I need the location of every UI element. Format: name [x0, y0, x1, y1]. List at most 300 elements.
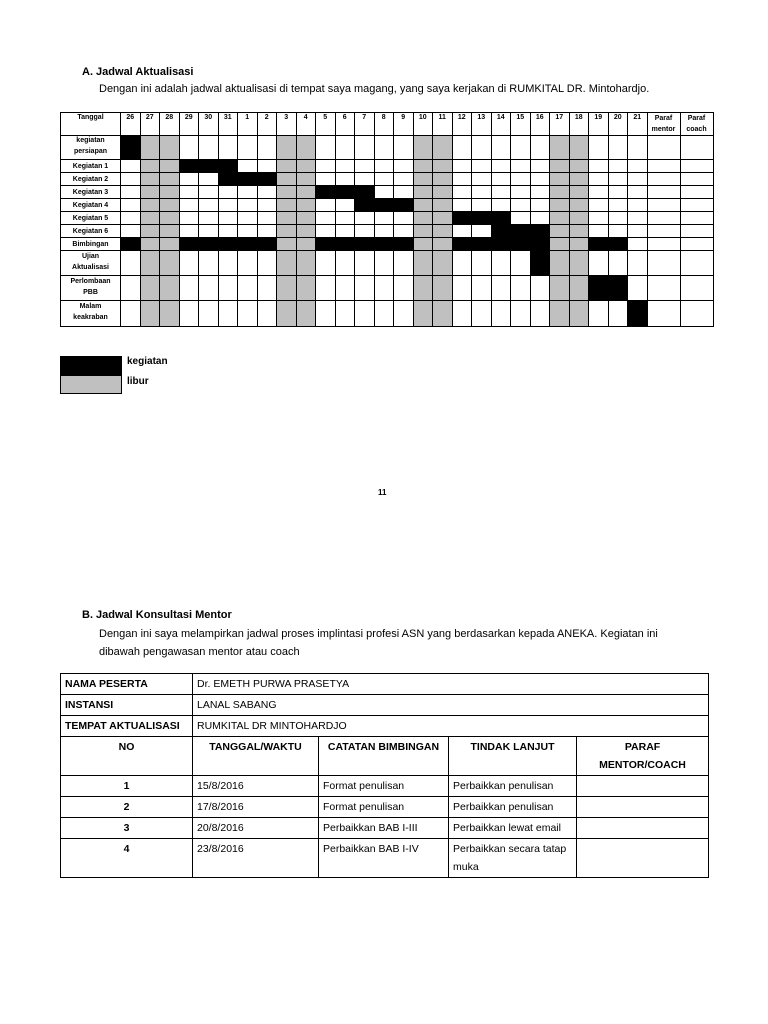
gantt-cell [452, 136, 472, 160]
gantt-cell [491, 225, 511, 238]
gantt-paraf-cell [647, 301, 680, 327]
gantt-cell [394, 251, 414, 276]
gantt-cell [140, 276, 160, 301]
gantt-cell [121, 173, 141, 186]
gantt-paraf-header-line: mentor [651, 126, 676, 133]
gantt-row [61, 136, 714, 160]
gantt-cell [511, 251, 531, 276]
gantt-paraf-cell [680, 199, 713, 212]
gantt-cell [628, 173, 648, 186]
gantt-cell [296, 225, 316, 238]
row-no: 4 [61, 839, 193, 878]
gantt-cell [394, 301, 414, 327]
gantt-cell [257, 173, 277, 186]
gantt-cell [257, 186, 277, 199]
gantt-cell [355, 301, 375, 327]
gantt-cell [491, 136, 511, 160]
gantt-paraf-cell [647, 160, 680, 173]
gantt-cell [413, 301, 433, 327]
gantt-cell [452, 301, 472, 327]
gantt-cell [179, 238, 199, 251]
gantt-row-label [61, 173, 121, 186]
info-value: Dr. EMETH PURWA PRASETYA [193, 674, 709, 695]
gantt-row-label [61, 251, 121, 276]
gantt-cell [296, 276, 316, 301]
gantt-cell [335, 160, 355, 173]
consultation-table [60, 673, 709, 878]
gantt-cell [394, 136, 414, 160]
gantt-row-label-line: Bimbingan [72, 240, 109, 248]
gantt-date-header: 20 [608, 113, 628, 136]
gantt-cell [433, 212, 453, 225]
row-tindak: Perbaikkan lewat email [449, 818, 577, 839]
table-row [61, 776, 709, 797]
gantt-row [61, 276, 714, 301]
gantt-header-tanggal: Tanggal [61, 113, 121, 136]
gantt-cell [218, 276, 238, 301]
gantt-cell [628, 276, 648, 301]
gantt-cell [160, 136, 180, 160]
row-catatan: Format penulisan [319, 797, 449, 818]
gantt-cell [296, 238, 316, 251]
gantt-cell [257, 251, 277, 276]
gantt-cell [296, 173, 316, 186]
gantt-cell [257, 160, 277, 173]
gantt-cell [491, 212, 511, 225]
gantt-cell [433, 173, 453, 186]
gantt-cell [355, 238, 375, 251]
gantt-cell [491, 251, 511, 276]
gantt-cell [628, 186, 648, 199]
gantt-cell [316, 225, 336, 238]
gantt-row-label-line: Kegiatan 6 [72, 227, 109, 235]
gantt-cell [530, 251, 550, 276]
gantt-row-label [61, 238, 121, 251]
gantt-cell [608, 199, 628, 212]
gantt-paraf-cell [680, 212, 713, 225]
row-catatan: Format penulisan [319, 776, 449, 797]
gantt-cell [472, 276, 492, 301]
gantt-cell [550, 238, 570, 251]
gantt-cell [277, 173, 297, 186]
gantt-cell [218, 136, 238, 160]
gantt-cell [218, 225, 238, 238]
gantt-cell [569, 212, 589, 225]
gantt-cell [238, 238, 258, 251]
gantt-cell [199, 160, 219, 173]
gantt-date-header: 13 [472, 113, 492, 136]
gantt-cell [530, 160, 550, 173]
gantt-cell [296, 199, 316, 212]
row-tanggal: 15/8/2016 [193, 776, 319, 797]
gantt-paraf-cell [647, 136, 680, 160]
gantt-row-label-line: Ujian [81, 252, 100, 260]
gantt-cell [316, 251, 336, 276]
gantt-paraf-cell [647, 251, 680, 276]
gantt-paraf-cell [647, 276, 680, 301]
gantt-cell [608, 238, 628, 251]
gantt-cell [218, 251, 238, 276]
header-no: NO [61, 737, 193, 776]
gantt-cell [530, 199, 550, 212]
gantt-paraf-cell [680, 173, 713, 186]
gantt-cell [140, 212, 160, 225]
gantt-cell [589, 136, 609, 160]
gantt-cell [121, 212, 141, 225]
gantt-cell [238, 160, 258, 173]
gantt-cell [121, 199, 141, 212]
gantt-cell [472, 173, 492, 186]
gantt-cell [160, 186, 180, 199]
page-number: 11 [378, 488, 387, 497]
gantt-cell [257, 276, 277, 301]
gantt-paraf-cell [680, 238, 713, 251]
gantt-cell [160, 238, 180, 251]
gantt-cell [296, 136, 316, 160]
gantt-cell [257, 238, 277, 251]
gantt-paraf-header [647, 113, 680, 136]
gantt-cell [316, 173, 336, 186]
gantt-date-header: 12 [452, 113, 472, 136]
gantt-cell [472, 301, 492, 327]
gantt-cell [569, 225, 589, 238]
gantt-row-label-line: Kegiatan 1 [72, 162, 109, 170]
header-paraf: PARAF MENTOR/COACH [577, 737, 709, 776]
gantt-cell [374, 301, 394, 327]
gantt-cell [140, 199, 160, 212]
gantt-cell [316, 238, 336, 251]
gantt-row [61, 186, 714, 199]
gantt-cell [394, 238, 414, 251]
gantt-row [61, 251, 714, 276]
gantt-cell [413, 160, 433, 173]
gantt-cell [218, 186, 238, 199]
gantt-paraf-cell [647, 173, 680, 186]
gantt-cell [374, 276, 394, 301]
gantt-cell [589, 301, 609, 327]
gantt-date-header: 4 [296, 113, 316, 136]
table-row [61, 818, 709, 839]
gantt-cell [277, 225, 297, 238]
gantt-cell [589, 160, 609, 173]
row-tindak: Perbaikkan secara tatap muka [449, 839, 577, 878]
gantt-cell [413, 251, 433, 276]
gantt-cell [491, 276, 511, 301]
gantt-cell [550, 212, 570, 225]
row-paraf [577, 839, 709, 878]
gantt-cell [550, 160, 570, 173]
gantt-paraf-cell [680, 160, 713, 173]
row-tanggal: 23/8/2016 [193, 839, 319, 878]
row-catatan: Perbaikkan BAB I-III [319, 818, 449, 839]
gantt-cell [472, 251, 492, 276]
gantt-cell [413, 212, 433, 225]
gantt-date-header: 21 [628, 113, 648, 136]
gantt-cell [199, 199, 219, 212]
gantt-date-header: 1 [238, 113, 258, 136]
gantt-cell [511, 173, 531, 186]
gantt-cell [413, 199, 433, 212]
gantt-cell [472, 225, 492, 238]
section-a-heading: A. Jadwal Aktualisasi [82, 66, 194, 78]
header-tindak: TINDAK LANJUT [449, 737, 577, 776]
gantt-cell [491, 186, 511, 199]
gantt-cell [628, 301, 648, 327]
gantt-cell [511, 276, 531, 301]
gantt-cell [238, 251, 258, 276]
row-tindak: Perbaikkan penulisan [449, 776, 577, 797]
gantt-cell [550, 199, 570, 212]
gantt-cell [550, 301, 570, 327]
gantt-cell [238, 276, 258, 301]
gantt-cell [121, 251, 141, 276]
gantt-cell [355, 173, 375, 186]
gantt-cell [374, 136, 394, 160]
gantt-cell [160, 276, 180, 301]
gantt-paraf-cell [680, 186, 713, 199]
row-catatan: Perbaikkan BAB I-IV [319, 839, 449, 878]
gantt-cell [218, 173, 238, 186]
gantt-date-header: 3 [277, 113, 297, 136]
gantt-cell [238, 225, 258, 238]
section-a-intro: Dengan ini adalah jadwal aktualisasi di tempat saya magang, yang saya kerjakan di RUMKITAL DR. Mintohardjo. [99, 83, 650, 95]
gantt-cell [257, 212, 277, 225]
gantt-row-label [61, 225, 121, 238]
gantt-cell [277, 212, 297, 225]
gantt-paraf-cell [680, 251, 713, 276]
gantt-date-header: 10 [413, 113, 433, 136]
gantt-cell [491, 160, 511, 173]
gantt-cell [608, 160, 628, 173]
gantt-date-header: 14 [491, 113, 511, 136]
gantt-cell [433, 238, 453, 251]
gantt-cell [277, 160, 297, 173]
gantt-cell [530, 225, 550, 238]
gantt-cell [589, 212, 609, 225]
gantt-paraf-cell [647, 199, 680, 212]
gantt-cell [511, 136, 531, 160]
gantt-paraf-cell [680, 225, 713, 238]
gantt-row-label-line: Kegiatan 2 [72, 175, 109, 183]
gantt-cell [511, 212, 531, 225]
gantt-cell [238, 199, 258, 212]
gantt-cell [589, 251, 609, 276]
info-value: RUMKITAL DR MINTOHARDJO [193, 716, 709, 737]
gantt-cell [179, 225, 199, 238]
header-tanggal: TANGGAL/WAKTU [193, 737, 319, 776]
gantt-cell [316, 186, 336, 199]
gantt-cell [160, 212, 180, 225]
gantt-date-header: 11 [433, 113, 453, 136]
gantt-cell [335, 212, 355, 225]
gantt-cell [335, 199, 355, 212]
gantt-cell [296, 186, 316, 199]
gantt-cell [374, 173, 394, 186]
gantt-cell [452, 160, 472, 173]
gantt-cell [277, 238, 297, 251]
gantt-cell [140, 225, 160, 238]
gantt-row-label-line: Perlombaan [70, 277, 111, 285]
gantt-row [61, 199, 714, 212]
gantt-row-label-line: Kegiatan 4 [72, 201, 109, 209]
gantt-cell [530, 136, 550, 160]
gantt-row [61, 301, 714, 327]
gantt-cell [316, 301, 336, 327]
gantt-cell [218, 212, 238, 225]
gantt-cell [121, 225, 141, 238]
gantt-paraf-cell [680, 301, 713, 327]
gantt-cell [316, 212, 336, 225]
gantt-cell [257, 136, 277, 160]
gantt-cell [160, 199, 180, 212]
gantt-cell [413, 173, 433, 186]
gantt-cell [530, 276, 550, 301]
gantt-cell [199, 212, 219, 225]
gantt-cell [140, 251, 160, 276]
gantt-cell [394, 199, 414, 212]
gantt-cell [569, 238, 589, 251]
gantt-cell [628, 136, 648, 160]
gantt-cell [160, 251, 180, 276]
consult-header-row [61, 737, 709, 776]
gantt-cell [121, 186, 141, 199]
gantt-cell [199, 276, 219, 301]
gantt-row-label-line: Kegiatan 5 [72, 214, 109, 222]
gantt-date-header: 5 [316, 113, 336, 136]
gantt-cell [569, 136, 589, 160]
gantt-cell [394, 276, 414, 301]
table-row [61, 797, 709, 818]
gantt-cell [452, 238, 472, 251]
gantt-cell [491, 199, 511, 212]
gantt-cell [452, 173, 472, 186]
gantt-cell [316, 276, 336, 301]
gantt-date-header: 16 [530, 113, 550, 136]
gantt-cell [530, 212, 550, 225]
gantt-row [61, 238, 714, 251]
gantt-cell [452, 199, 472, 212]
gantt-cell [179, 173, 199, 186]
gantt-cell [413, 186, 433, 199]
gantt-cell [530, 186, 550, 199]
gantt-cell [569, 251, 589, 276]
gantt-cell [335, 251, 355, 276]
gantt-cell [355, 186, 375, 199]
gantt-cell [199, 301, 219, 327]
gantt-cell [121, 301, 141, 327]
legend-kegiatan-swatch [60, 356, 122, 375]
gantt-cell [140, 186, 160, 199]
gantt-cell [628, 225, 648, 238]
gantt-date-header: 18 [569, 113, 589, 136]
gantt-date-header: 28 [160, 113, 180, 136]
gantt-cell [413, 225, 433, 238]
gantt-cell [316, 136, 336, 160]
gantt-cell [335, 186, 355, 199]
gantt-cell [179, 251, 199, 276]
gantt-cell [628, 160, 648, 173]
gantt-cell [374, 199, 394, 212]
gantt-cell [160, 173, 180, 186]
gantt-cell [394, 160, 414, 173]
gantt-cell [569, 186, 589, 199]
section-b-intro-line1: Dengan ini saya melampirkan jadwal proses implintasi profesi ASN yang berdasarkan kepada ANEKA. Kegiatan ini [99, 628, 658, 640]
gantt-cell [296, 301, 316, 327]
gantt-cell [569, 199, 589, 212]
gantt-header-row [61, 113, 714, 136]
gantt-row-label-line: kegiatan [76, 137, 105, 144]
gantt-paraf-cell [647, 225, 680, 238]
gantt-cell [550, 186, 570, 199]
gantt-cell [316, 160, 336, 173]
gantt-cell [355, 276, 375, 301]
info-label: INSTANSI [61, 695, 193, 716]
gantt-cell [374, 238, 394, 251]
gantt-paraf-cell [647, 238, 680, 251]
info-row-tempat [61, 716, 709, 737]
gantt-cell [589, 225, 609, 238]
gantt-cell [394, 212, 414, 225]
gantt-cell [608, 136, 628, 160]
gantt-cell [160, 160, 180, 173]
gantt-cell [433, 225, 453, 238]
gantt-cell [452, 225, 472, 238]
gantt-cell [335, 276, 355, 301]
gantt-cell [199, 173, 219, 186]
gantt-cell [355, 251, 375, 276]
gantt-cell [335, 225, 355, 238]
row-no: 1 [61, 776, 193, 797]
gantt-cell [335, 173, 355, 186]
gantt-row-label [61, 199, 121, 212]
gantt-cell [589, 199, 609, 212]
gantt-row-label-line: Aktualisasi [72, 263, 109, 271]
gantt-cell [472, 199, 492, 212]
gantt-cell [199, 186, 219, 199]
gantt-paraf-cell [647, 186, 680, 199]
gantt-row-label [61, 136, 121, 160]
gantt-cell [472, 160, 492, 173]
gantt-cell [374, 251, 394, 276]
gantt-cell [277, 136, 297, 160]
gantt-cell [511, 186, 531, 199]
row-tindak: Perbaikkan penulisan [449, 797, 577, 818]
gantt-cell [121, 160, 141, 173]
row-tanggal: 20/8/2016 [193, 818, 319, 839]
gantt-cell [589, 173, 609, 186]
gantt-row-label [61, 301, 121, 327]
gantt-cell [277, 186, 297, 199]
gantt-row [61, 212, 714, 225]
gantt-cell [569, 276, 589, 301]
gantt-cell [121, 276, 141, 301]
gantt-cell [199, 238, 219, 251]
gantt-cell [140, 238, 160, 251]
gantt-cell [511, 160, 531, 173]
gantt-cell [179, 276, 199, 301]
gantt-cell [277, 251, 297, 276]
gantt-cell [277, 301, 297, 327]
gantt-paraf-header-line: Paraf [654, 115, 673, 122]
gantt-cell [374, 186, 394, 199]
gantt-cell [257, 225, 277, 238]
gantt-cell [433, 276, 453, 301]
gantt-cell [550, 173, 570, 186]
gantt-cell [608, 186, 628, 199]
gantt-cell [277, 276, 297, 301]
gantt-date-header: 19 [589, 113, 609, 136]
gantt-cell [569, 173, 589, 186]
